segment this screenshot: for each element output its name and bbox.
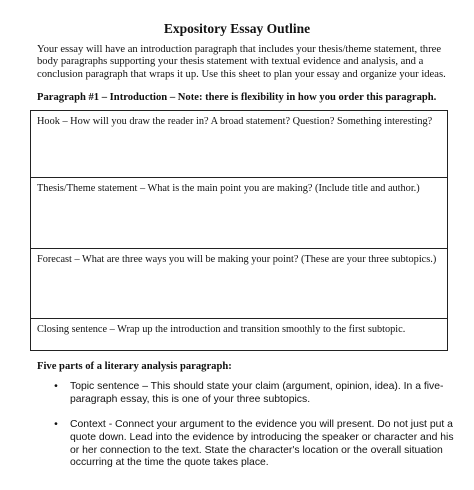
outline-table <box>30 110 448 351</box>
bullet-icon: • <box>54 419 58 430</box>
bullet-icon: • <box>54 381 58 392</box>
forecast-cell[interactable] <box>31 248 447 318</box>
intro-paragraph <box>37 44 447 81</box>
intro-line: conclusion paragraph that wraps it up. Use this sheet to plan your essay and organize your ideas. <box>37 68 446 80</box>
five-parts-heading: Five parts of a literary analysis paragraph: <box>37 361 232 372</box>
closing-sentence-cell[interactable] <box>31 318 447 350</box>
hook-prompt: Hook – How will you draw the reader in? A broad statement? Question? Something interesting? <box>37 116 433 127</box>
paragraph-1-heading: Paragraph #1 – Introduction – Note: there is flexibility in how you order this paragraph. <box>37 92 437 103</box>
document-title: Expository Essay Outline <box>163 21 311 36</box>
thesis-prompt: Thesis/Theme statement – What is the main point you are making? (Include title and author.) <box>37 183 420 194</box>
intro-line: Your essay will have an introduction paragraph that includes your thesis/theme statement, three <box>37 44 442 55</box>
closing-sentence-prompt: Closing sentence – Wrap up the introduction and transition smoothly to the first subtopic. <box>37 324 406 335</box>
list-item-line: or her connection to the text. State the character's location or the overall situation <box>70 444 443 456</box>
forecast-prompt: Forecast – What are three ways you will be making your point? (These are your three subtopics.) <box>37 254 437 265</box>
list-item-line: Topic sentence – This should state your claim (argument, opinion, idea). In a five- <box>70 381 444 392</box>
list-item-line: Context - Connect your argument to the evidence you will present. Do not just put a <box>70 419 453 430</box>
thesis-cell[interactable] <box>31 177 447 248</box>
intro-line: body paragraphs supporting your thesis statement with textual evidence and analysis, and a <box>37 56 424 68</box>
list-item-line: paragraph essay, this is one of your three subtopics. <box>70 393 311 405</box>
list-item-line: occurring at the time the quote takes place. <box>70 457 269 469</box>
list-item-line: quote down. Lead into the evidence by introducing the speaker or character and his <box>70 431 454 443</box>
hook-cell[interactable] <box>31 111 447 177</box>
